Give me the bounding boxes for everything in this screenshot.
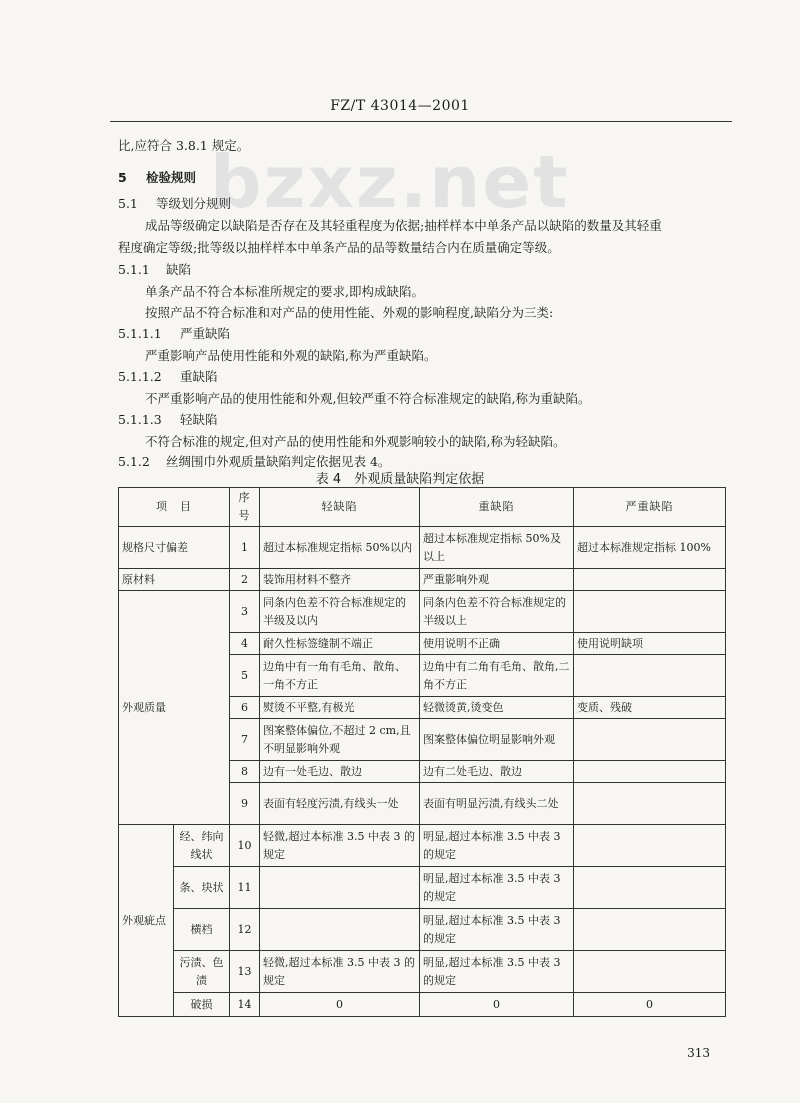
cell-heavy: 明显,超过本标准 3.5 中表 3 的规定 <box>420 909 574 951</box>
cell-no: 11 <box>230 867 260 909</box>
cell-no: 4 <box>230 633 260 655</box>
table-title: 表 4 外观质量缺陷判定依据 <box>315 472 485 487</box>
cell-severe <box>574 783 726 825</box>
paragraph-6: 不符合标准的规定,但对产品的使用性能和外观影响较小的缺陷,称为轻缺陷。 <box>145 434 566 449</box>
cell-light: 超过本标准规定指标 50%以内 <box>260 527 420 569</box>
cell-heavy: 同条内色差不符合标准规定的半级以上 <box>420 591 574 633</box>
cell-light: 轻微,超过本标准 3.5 中表 3 的规定 <box>260 825 420 867</box>
section-5-title: 检验规则 <box>146 170 197 185</box>
cell-item-group: 外观疵点 <box>119 825 174 1017</box>
cell-no: 5 <box>230 655 260 697</box>
table-row <box>119 993 726 1017</box>
continued-text: 比,应符合 3.8.1 规定。 <box>118 138 250 153</box>
header-rule <box>110 121 732 122</box>
cell-severe <box>574 867 726 909</box>
watermark: bzxz.net <box>210 140 570 224</box>
paragraph-4: 严重影响产品使用性能和外观的缺陷,称为严重缺陷。 <box>145 348 437 363</box>
cell-sub: 污渍、色渍 <box>174 951 230 993</box>
cell-severe <box>574 761 726 783</box>
cell-severe <box>574 655 726 697</box>
cell-severe: 超过本标准规定指标 100% <box>574 527 726 569</box>
cell-light: 耐久性标签缝制不端正 <box>260 633 420 655</box>
cell-heavy: 边角中有二角有毛角、散角,二角不方正 <box>420 655 574 697</box>
cell-item-group: 外观质量 <box>119 591 230 825</box>
cell-light <box>260 909 420 951</box>
cell-heavy: 使用说明不正确 <box>420 633 574 655</box>
section-5-1-number: 5.1 <box>118 196 138 211</box>
section-5-1-1-2-number: 5.1.1.2 <box>118 369 162 384</box>
cell-no: 8 <box>230 761 260 783</box>
table-row <box>119 527 726 569</box>
section-5-1-heading <box>118 194 231 212</box>
cell-item: 原材料 <box>119 569 230 591</box>
cell-light: 图案整体偏位,不超过 2 cm,且不明显影响外观 <box>260 719 420 761</box>
cell-sub: 条、块状 <box>174 867 230 909</box>
cell-heavy: 轻微烫黄,烫变色 <box>420 697 574 719</box>
cell-heavy: 边有二处毛边、散边 <box>420 761 574 783</box>
cell-heavy: 表面有明显污渍,有线头二处 <box>420 783 574 825</box>
cell-no: 3 <box>230 591 260 633</box>
cell-light: 0 <box>260 993 420 1017</box>
cell-light: 同条内色差不符合标准规定的半级及以内 <box>260 591 420 633</box>
cell-severe <box>574 719 726 761</box>
section-5-1-title: 等级划分规则 <box>156 196 232 211</box>
table-row <box>119 569 726 591</box>
cell-light: 轻微,超过本标准 3.5 中表 3 的规定 <box>260 951 420 993</box>
table-row <box>119 825 726 867</box>
section-5-number: 5 <box>118 170 127 185</box>
cell-heavy: 0 <box>420 993 574 1017</box>
table-header-row <box>119 488 726 527</box>
page-number: 313 <box>687 1046 710 1060</box>
cell-item: 规格尺寸偏差 <box>119 527 230 569</box>
cell-severe <box>574 951 726 993</box>
cell-no: 10 <box>230 825 260 867</box>
table-row <box>119 867 726 909</box>
table-row <box>119 951 726 993</box>
section-5-1-1-2-heading <box>118 367 218 385</box>
section-5-1-1-1-heading <box>118 324 230 342</box>
section-5-1-2-text: 丝绸围巾外观质量缺陷判定依据见表 4。 <box>166 454 391 469</box>
cell-sub: 经、纬向线状 <box>174 825 230 867</box>
cell-light: 熨烫不平整,有极光 <box>260 697 420 719</box>
section-5-1-1-3-title: 轻缺陷 <box>180 412 218 427</box>
section-5-1-1-3-heading <box>118 410 218 428</box>
section-5-1-1-heading <box>118 260 191 278</box>
cell-no: 7 <box>230 719 260 761</box>
cell-no: 13 <box>230 951 260 993</box>
section-5-1-1-1-title: 严重缺陷 <box>180 326 231 341</box>
standard-header: FZ/T 43014—2001 <box>330 98 470 114</box>
paragraph-1a: 成品等级确定以缺陷是否存在及其轻重程度为依据;抽样样本中单条产品以缺陷的数量及其轻重 <box>145 218 662 233</box>
header-light: 轻缺陷 <box>260 488 420 527</box>
defect-table <box>118 487 726 1017</box>
section-5-1-2-number: 5.1.2 <box>118 454 150 469</box>
cell-severe: 使用说明缺项 <box>574 633 726 655</box>
header-no: 序号 <box>230 488 260 527</box>
paragraph-3: 按照产品不符合标准和对产品的使用性能、外观的影响程度,缺陷分为三类: <box>145 305 554 320</box>
cell-heavy: 超过本标准规定指标 50%及以上 <box>420 527 574 569</box>
header-item: 项 目 <box>119 488 230 527</box>
cell-heavy: 明显,超过本标准 3.5 中表 3 的规定 <box>420 867 574 909</box>
cell-severe <box>574 591 726 633</box>
cell-light: 装饰用材料不整齐 <box>260 569 420 591</box>
cell-heavy: 明显,超过本标准 3.5 中表 3 的规定 <box>420 951 574 993</box>
section-5-heading <box>118 168 196 186</box>
cell-no: 1 <box>230 527 260 569</box>
cell-light <box>260 867 420 909</box>
header-severe: 严重缺陷 <box>574 488 726 527</box>
cell-severe <box>574 825 726 867</box>
section-5-1-1-number: 5.1.1 <box>118 262 150 277</box>
cell-heavy: 图案整体偏位明显影响外观 <box>420 719 574 761</box>
cell-no: 6 <box>230 697 260 719</box>
cell-no: 12 <box>230 909 260 951</box>
section-5-1-1-1-number: 5.1.1.1 <box>118 326 162 341</box>
cell-severe: 0 <box>574 993 726 1017</box>
section-5-1-1-title: 缺陷 <box>166 262 192 277</box>
cell-light: 边有一处毛边、散边 <box>260 761 420 783</box>
section-5-1-1-3-number: 5.1.1.3 <box>118 412 162 427</box>
header-heavy: 重缺陷 <box>420 488 574 527</box>
cell-heavy: 明显,超过本标准 3.5 中表 3 的规定 <box>420 825 574 867</box>
cell-severe: 变质、残破 <box>574 697 726 719</box>
cell-no: 2 <box>230 569 260 591</box>
section-5-1-1-2-title: 重缺陷 <box>180 369 218 384</box>
cell-severe <box>574 569 726 591</box>
cell-severe <box>574 909 726 951</box>
cell-light: 表面有轻度污渍,有线头一处 <box>260 783 420 825</box>
cell-no: 14 <box>230 993 260 1017</box>
paragraph-5: 不严重影响产品的使用性能和外观,但较严重不符合标准规定的缺陷,称为重缺陷。 <box>145 391 591 406</box>
cell-sub: 横档 <box>174 909 230 951</box>
cell-light: 边角中有一角有毛角、散角、一角不方正 <box>260 655 420 697</box>
cell-no: 9 <box>230 783 260 825</box>
cell-sub: 破损 <box>174 993 230 1017</box>
table-row <box>119 591 726 633</box>
cell-heavy: 严重影响外观 <box>420 569 574 591</box>
paragraph-1b: 程度确定等级;批等级以抽样样本中单条产品的品等数量结合内在质量确定等级。 <box>118 240 560 255</box>
paragraph-2: 单条产品不符合本标准所规定的要求,即构成缺陷。 <box>145 284 424 299</box>
table-row <box>119 909 726 951</box>
